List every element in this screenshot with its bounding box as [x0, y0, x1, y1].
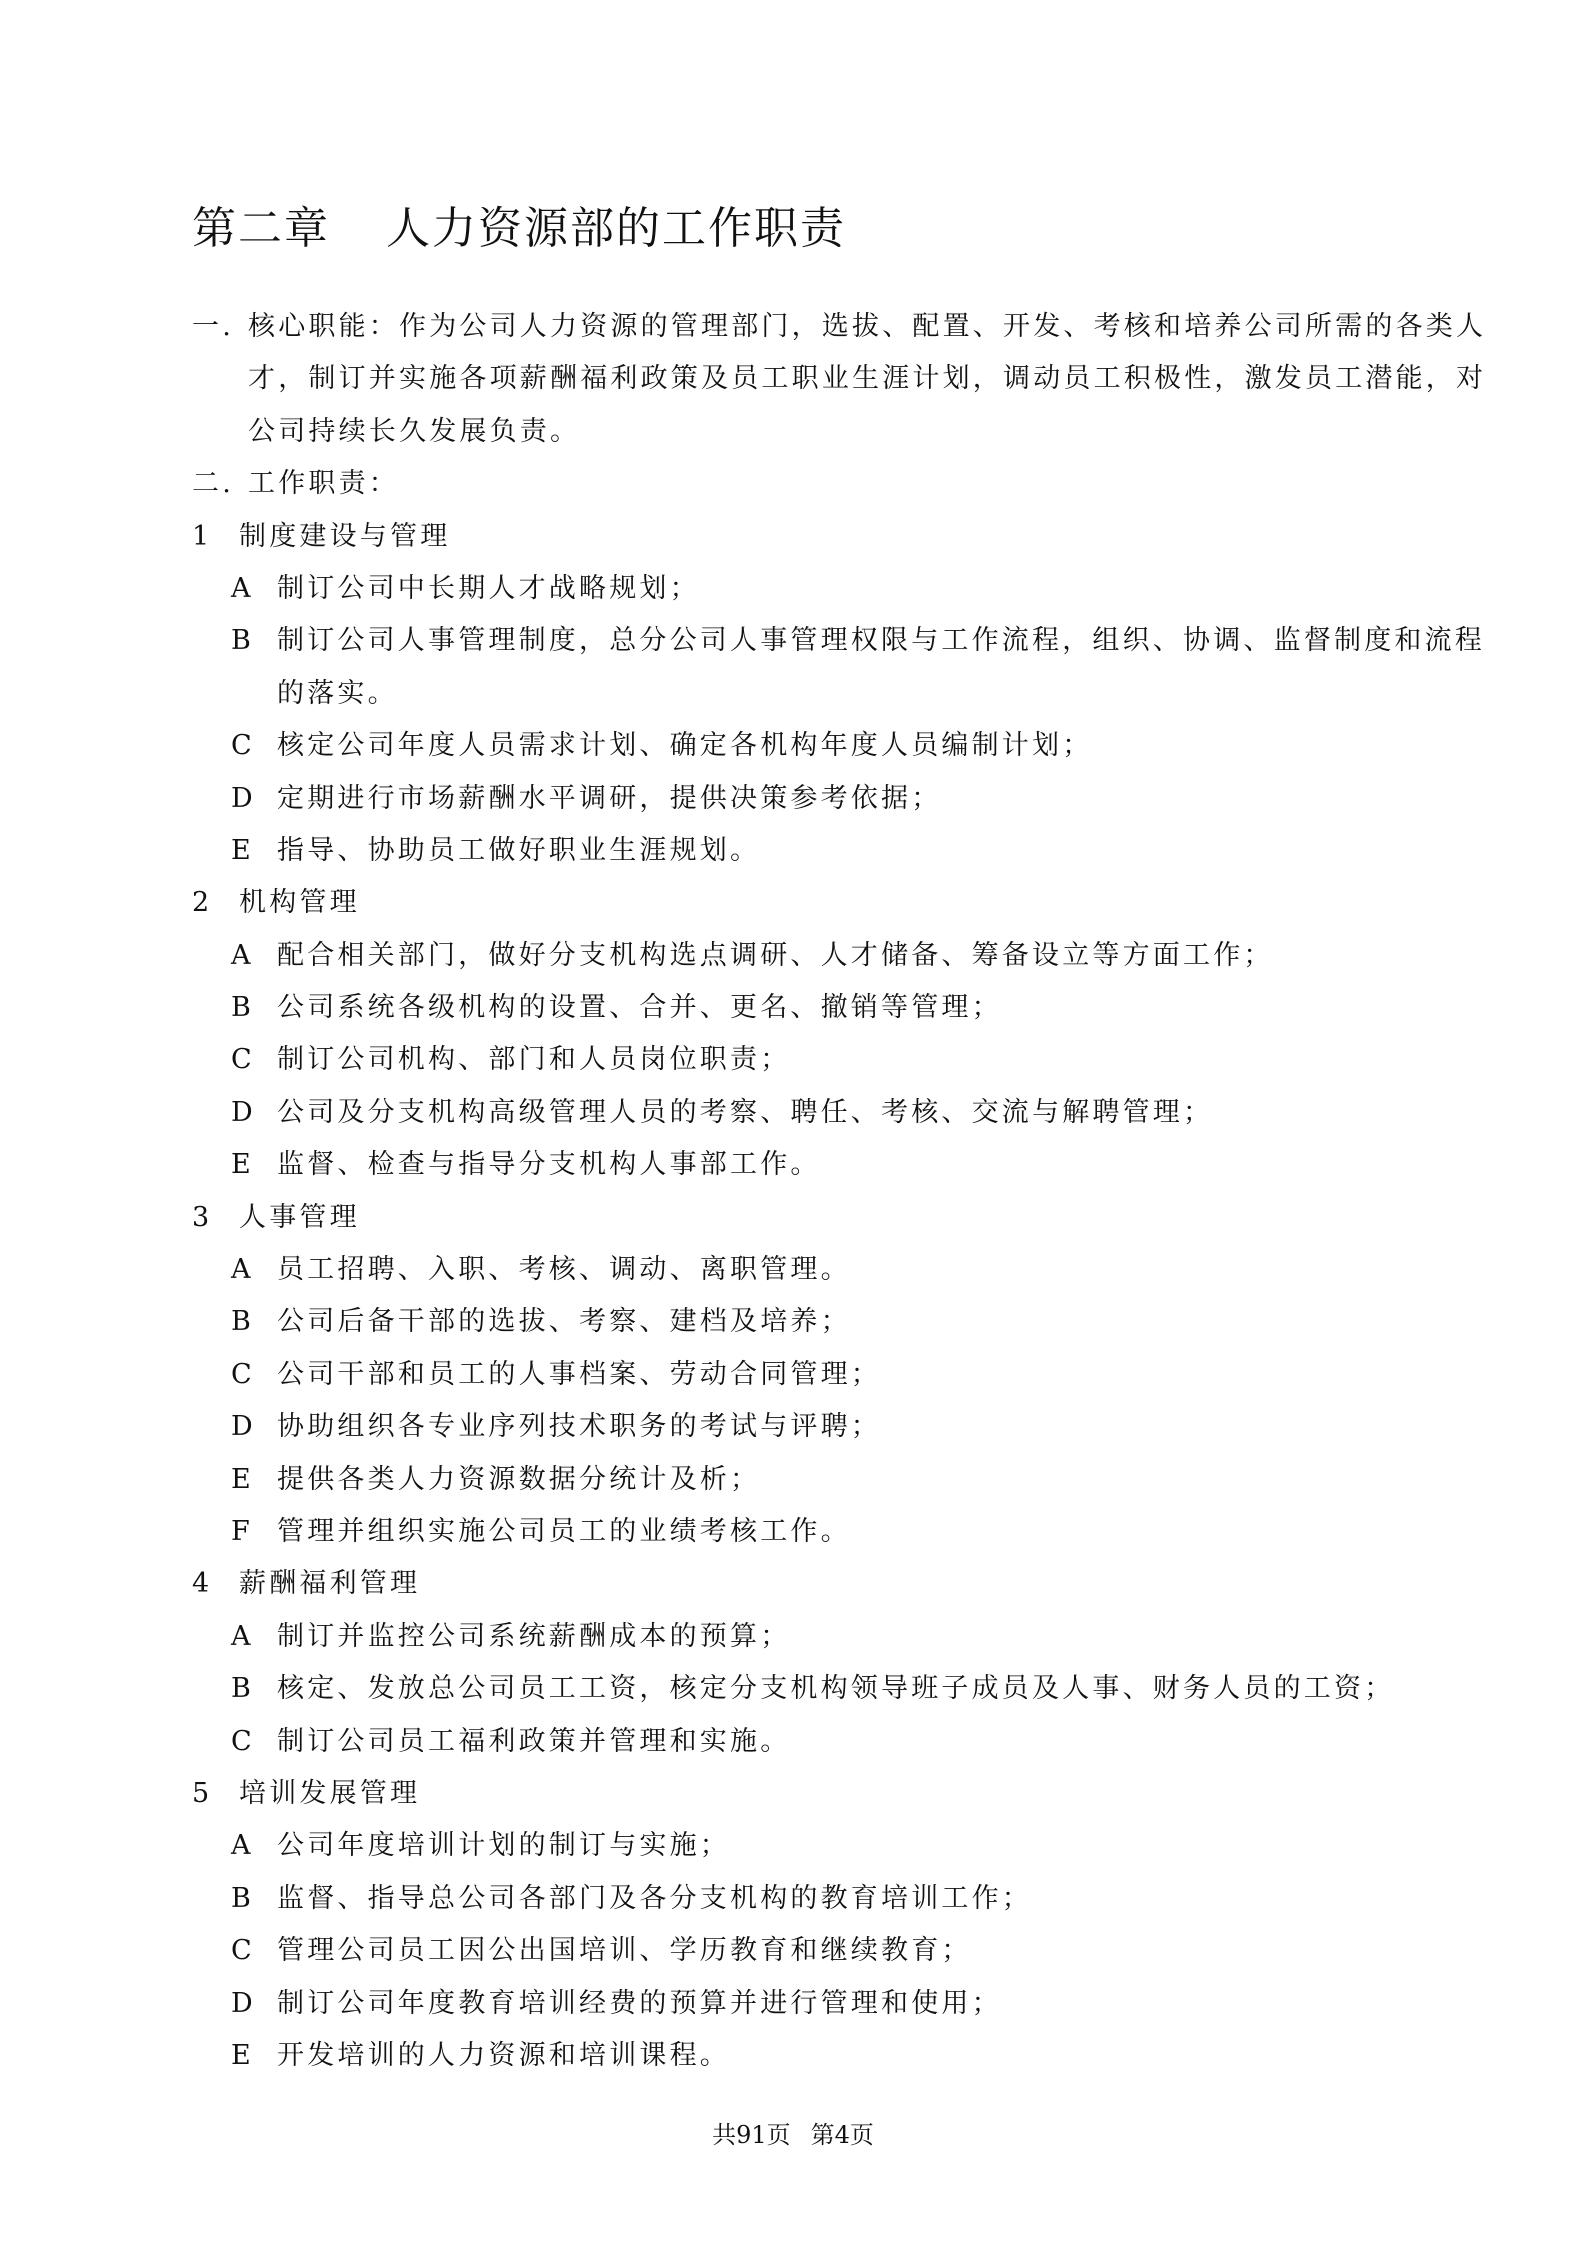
item-marker: A — [231, 572, 254, 604]
list-item — [192, 1873, 1407, 1925]
item-text: 核心职能：作为公司人力资源的管理部门，选拔、配置、开发、考核和培养公司所需的各类人 — [248, 311, 1487, 342]
item-text: 公司后备干部的选拔、考察、建档及培养； — [277, 1306, 851, 1338]
item-marker: E — [231, 1149, 254, 1181]
list-item — [192, 1034, 1407, 1086]
list-item — [192, 1087, 1407, 1139]
item-marker: C — [231, 730, 255, 762]
item-text: 制度建设与管理 — [239, 520, 451, 552]
item-text: 公司干部和员工的人事档案、劳动合同管理； — [277, 1358, 881, 1390]
section-heading — [192, 1192, 1407, 1244]
list-item — [192, 668, 1407, 720]
item-text: 培训发展管理 — [239, 1777, 421, 1809]
list-item — [192, 2030, 1407, 2082]
item-marker: C — [231, 1725, 255, 1757]
list-item — [192, 1349, 1407, 1401]
item-marker: D — [231, 1411, 256, 1443]
list-item — [192, 615, 1485, 667]
paragraph-line — [192, 406, 1407, 458]
item-text: 核定、发放总公司员工工资，核定分支机构领导班子成员及人事、财务人员的工资； — [277, 1673, 1395, 1705]
item-text: 制订公司机构、部门和人员岗位职责； — [277, 1044, 791, 1076]
chapter-heading: 人力资源部的工作职责 — [386, 203, 846, 254]
item-text: 人事管理 — [239, 1201, 360, 1233]
item-marker: A — [231, 1620, 254, 1652]
section-heading — [192, 1558, 1407, 1610]
section-heading — [192, 511, 1407, 563]
item-marker: E — [231, 1463, 254, 1495]
list-item — [192, 773, 1407, 825]
list-item — [192, 1611, 1407, 1663]
item-marker: E — [231, 834, 254, 866]
item-marker: B — [231, 992, 255, 1024]
list-item — [192, 1139, 1407, 1191]
list-item — [192, 1244, 1407, 1296]
list-item — [192, 1401, 1407, 1453]
item-text: 协助组织各专业序列技术职务的考试与评聘； — [277, 1411, 881, 1443]
item-text: 管理并组织实施公司员工的业绩考核工作。 — [277, 1515, 851, 1547]
chapter-number: 第二章 — [192, 203, 330, 254]
current-page: 第4页 — [810, 2121, 874, 2149]
item-text: 机构管理 — [239, 887, 360, 919]
item-text: 员工招聘、入职、考核、调动、离职管理。 — [277, 1254, 851, 1286]
item-marker: C — [231, 1358, 255, 1390]
item-text: 核定公司年度人员需求计划、确定各机构年度人员编制计划； — [277, 730, 1093, 762]
item-marker: B — [231, 1882, 255, 1914]
total-pages: 共91页 — [712, 2121, 791, 2149]
section-heading — [192, 877, 1407, 929]
item-marker: D — [231, 782, 256, 814]
item-text: 公司年度培训计划的制订与实施； — [277, 1830, 730, 1862]
chapter-title — [192, 192, 846, 256]
item-marker: D — [231, 1096, 256, 1128]
item-text: 公司系统各级机构的设置、合并、更名、撤销等管理； — [277, 992, 1002, 1024]
item-marker: C — [231, 1935, 255, 1967]
list-item — [192, 1925, 1407, 1977]
item-text: 薪酬福利管理 — [239, 1568, 421, 1600]
list-item — [192, 720, 1407, 772]
list-item — [192, 982, 1407, 1034]
list-item — [192, 1978, 1407, 2030]
item-marker: 4 — [192, 1568, 213, 1600]
document-body — [192, 301, 1487, 2082]
item-text: 公司及分支机构高级管理人员的考察、聘任、考核、交流与解聘管理； — [277, 1096, 1214, 1128]
list-item — [192, 825, 1407, 877]
item-marker: A — [231, 1830, 254, 1862]
list-item — [192, 1663, 1407, 1715]
item-marker: 5 — [192, 1777, 213, 1809]
section-heading — [192, 1768, 1407, 1820]
item-marker: 3 — [192, 1201, 213, 1233]
item-marker: 二. — [192, 468, 234, 500]
item-marker: 1 — [192, 520, 213, 552]
item-text: 监督、指导总公司各部门及各分支机构的教育培训工作； — [277, 1882, 1032, 1914]
list-item — [192, 1296, 1407, 1348]
item-marker: F — [231, 1515, 253, 1547]
item-text: 制订并监控公司系统薪酬成本的预算； — [277, 1620, 791, 1652]
list-item — [192, 1506, 1407, 1558]
list-item — [192, 1716, 1407, 1768]
item-text: 制订公司年度教育培训经费的预算并进行管理和使用； — [277, 1987, 1002, 2019]
item-marker: A — [231, 1254, 254, 1286]
page-footer — [0, 2115, 1586, 2150]
item-text: 指导、协助员工做好职业生涯规划。 — [277, 834, 761, 866]
item-text: 的落实。 — [277, 677, 398, 709]
list-item — [192, 1820, 1407, 1872]
paragraph-line — [192, 353, 1487, 405]
item-text: 提供各类人力资源数据分统计及析； — [277, 1463, 761, 1495]
item-text: 工作职责： — [248, 468, 399, 500]
item-marker: C — [231, 1044, 255, 1076]
item-text: 监督、检查与指导分支机构人事部工作。 — [277, 1149, 821, 1181]
item-marker: D — [231, 1987, 256, 2019]
item-text: 开发培训的人力资源和培训课程。 — [277, 2039, 730, 2071]
item-text: 管理公司员工因公出国培训、学历教育和继续教育； — [277, 1935, 972, 1967]
item-text: 公司持续长久发展负责。 — [248, 415, 581, 447]
item-text: 定期进行市场薪酬水平调研，提供决策参考依据； — [277, 782, 942, 814]
item-marker: 2 — [192, 887, 213, 919]
paragraph-line — [192, 301, 1487, 353]
list-item — [192, 563, 1407, 615]
item-marker: E — [231, 2039, 254, 2071]
item-marker: B — [231, 1306, 255, 1338]
list-item — [192, 1454, 1407, 1506]
item-text: 配合相关部门，做好分支机构选点调研、人才储备、筹备设立等方面工作； — [277, 939, 1274, 971]
item-marker: 一. — [192, 311, 234, 342]
item-text: 制订公司中长期人才战略规划； — [277, 572, 700, 604]
item-text: 制订公司人事管理制度，总分公司人事管理权限与工作流程，组织、协调、监督制度和流程 — [277, 625, 1485, 657]
item-marker: A — [231, 939, 254, 971]
list-item — [192, 930, 1407, 982]
item-marker: B — [231, 1673, 255, 1705]
item-text: 才，制订并实施各项薪酬福利政策及员工职业生涯计划，调动员工积极性，激发员工潜能，对 — [248, 363, 1487, 395]
paragraph-line — [192, 458, 1407, 510]
item-marker: B — [231, 625, 255, 657]
item-text: 制订公司员工福利政策并管理和实施。 — [277, 1725, 791, 1757]
